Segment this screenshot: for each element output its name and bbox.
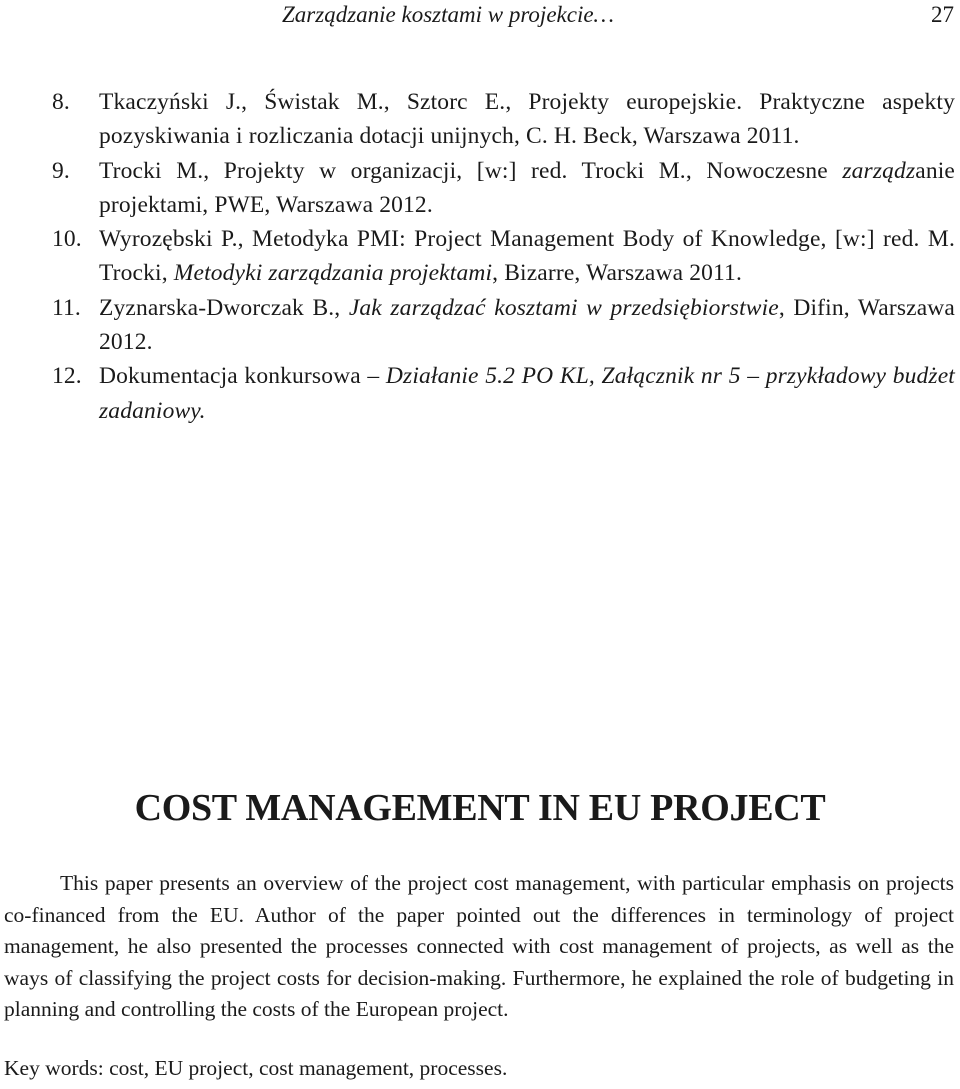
reference-text: anie projektami, PWE, Warszawa 2012. [99,157,955,218]
running-header [0,0,960,34]
reference-number: 10. [52,226,82,253]
reference-number: 9. [52,157,70,184]
references-list [52,85,955,428]
english-title: COST MANAGEMENT IN EU PROJECT [134,787,826,830]
reference-number: 12. [52,363,82,390]
reference-number: 8. [52,89,70,115]
reference-item [52,85,955,154]
reference-text: Wyrozębski P., Metodyka PMI: Project Management Body of Knowledge, [w:] red. M. Trocki, [99,226,955,287]
reference-text: Tkaczyński J., Świstak M., Sztorc E., Projekty europejskie. Praktyczne aspekty pozyskiwania i rozliczania dotacji unijnych, C. H. Beck, Warszawa 2011. [99,89,955,150]
reference-item [52,222,955,291]
reference-text: Zyznarska-Dworczak B., [99,294,349,321]
keywords: Key words: cost, EU project, cost management, processes. [4,1056,508,1080]
reference-text: , Bizarre, Warszawa 2011. [492,260,742,287]
reference-italic-text: Działanie 5.2 PO KL, Załącznik nr 5 – przykładowy budżet zadaniowy. [99,363,955,424]
reference-text: , Difin, Warszawa 2012. [99,294,955,356]
abstract: This paper presents an overview of the project cost management, with particular emphasis on projects co-financed from the EU. Author of the paper pointed out the differences in terminology of project management, he also presented the processes connected with cost management of projects, as well as the ways of classifying the project costs for decision-making. Furthermore, he explained the role of budgeting in planning and controlling the costs of the European project. [4,871,954,1022]
reference-italic-text: Metodyki zarządzania projektami [173,260,493,287]
running-title: Zarządzanie kosztami w projekcie… [282,2,614,27]
reference-item [52,291,955,360]
reference-item [52,154,955,223]
page-number: 27 [931,2,954,27]
reference-item [52,359,955,428]
reference-number: 11. [52,294,81,321]
reference-text: Trocki M., Projekty w organizacji, [w:] red. Trocki M., Nowoczesne [99,157,843,184]
reference-italic-text: zarządz [842,157,916,184]
reference-text: Dokumentacja konkursowa – [99,363,386,390]
reference-italic-text: Jak zarządzać kosztami w przedsiębiorstwie [348,294,779,321]
